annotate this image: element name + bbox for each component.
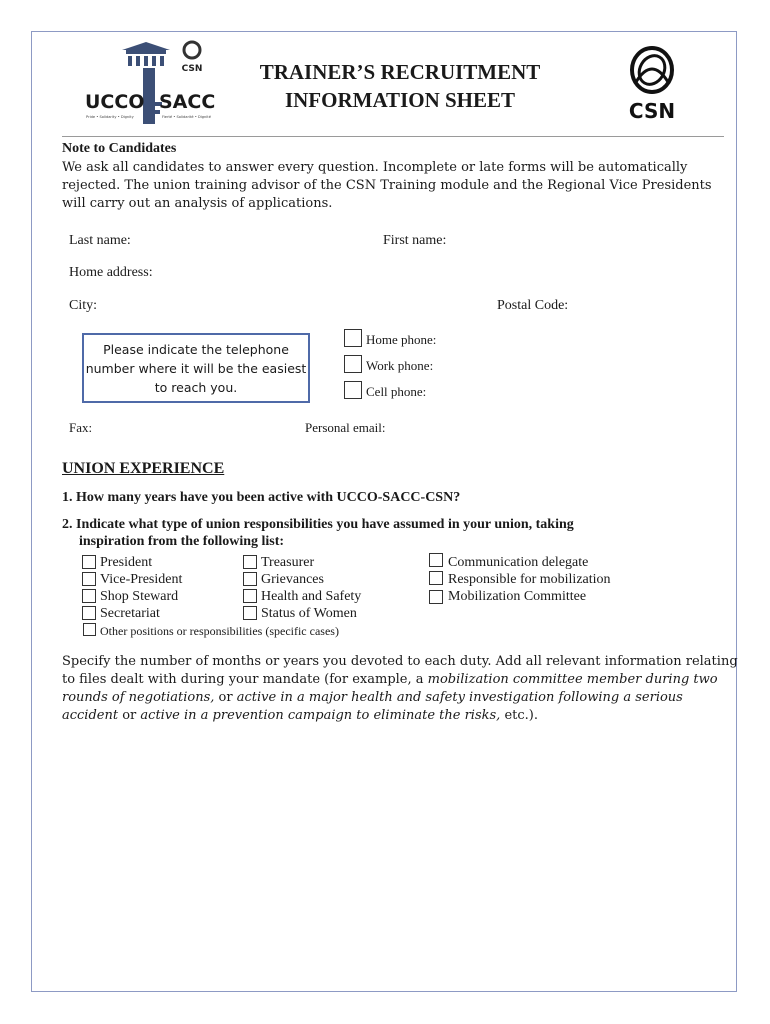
csn-logo — [622, 46, 682, 122]
postal-code-label: Postal Code: — [497, 298, 569, 313]
health-and-safety-checkbox[interactable] — [243, 589, 257, 603]
logo-ucco-text: UCCO — [85, 91, 145, 113]
last-name-label: Last name: — [69, 233, 131, 248]
work-phone-label: Work phone: — [366, 358, 434, 373]
note-body: We ask all candidates to answer every question. Incomplete or late forms will be automatically rejected. The union training advisor of the CSN Training module and the Regional Vice Presidents will carry out an analysis of applications. — [62, 160, 712, 211]
logo-tagline-right: Fierté • Solidarité • Dignité — [162, 115, 211, 119]
first-name-label: First name: — [383, 233, 447, 248]
mobilization-committee-label: Mobilization Committee — [448, 589, 587, 604]
communication-delegate-checkbox[interactable] — [429, 553, 443, 567]
home-phone-checkbox[interactable] — [344, 329, 362, 347]
csn-logo-text: CSN — [628, 99, 676, 122]
home-phone-label: Home phone: — [366, 332, 437, 347]
responsible-for-mobilization-label: Responsible for mobilization — [448, 572, 611, 587]
status-of-women-checkbox[interactable] — [243, 606, 257, 620]
communication-delegate-label: Communication delegate — [448, 555, 589, 570]
cell-phone-label: Cell phone: — [366, 384, 427, 399]
cell-phone-checkbox[interactable] — [344, 381, 362, 399]
secretariat-label: Secretariat — [100, 606, 160, 621]
health-and-safety-label: Health and Safety — [261, 589, 362, 604]
president-checkbox[interactable] — [82, 555, 96, 569]
shop-steward-checkbox[interactable] — [82, 589, 96, 603]
note-heading: Note to Candidates — [62, 141, 177, 156]
treasurer-checkbox[interactable] — [243, 555, 257, 569]
other-positions-label: Other positions or responsibilities (specific cases) — [100, 624, 339, 638]
question-2-line-2: inspiration from the following list: — [79, 534, 285, 549]
logo-tagline-left: Pride • Solidarity • Dignity — [86, 115, 134, 119]
other-positions-checkbox[interactable] — [83, 623, 96, 636]
mobilization-committee-checkbox[interactable] — [429, 590, 443, 604]
home-address-label: Home address: — [69, 265, 153, 280]
president-label: President — [100, 555, 153, 570]
status-of-women-label: Status of Women — [261, 606, 357, 621]
logo-sacc-text: SACC — [159, 91, 216, 113]
grievances-checkbox[interactable] — [243, 572, 257, 586]
city-label: City: — [69, 298, 98, 313]
union-experience-heading: UNION EXPERIENCE — [62, 460, 225, 477]
fax-label: Fax: — [69, 420, 93, 435]
title-line-2: INFORMATION SHEET — [284, 88, 516, 112]
phone-callout-box: Please indicate the telephone number where it will be the easiest to reach you. — [82, 333, 310, 403]
shop-steward-label: Shop Steward — [100, 589, 179, 604]
specify-italic-1: mobilization committee member during two rounds of negotiations, — [62, 672, 718, 705]
specify-italic-3: active in a prevention campaign to eliminate the risks, — [140, 708, 501, 723]
specify-italic-2: active in a major health and safety investigation following a serious accident — [62, 690, 683, 723]
specify-text-3: or — [118, 708, 141, 723]
personal-email-label: Personal email: — [305, 420, 386, 435]
treasurer-label: Treasurer — [261, 555, 315, 570]
logo-csn-badge-text: CSN — [181, 64, 203, 74]
secretariat-checkbox[interactable] — [82, 606, 96, 620]
question-1: 1. How many years have you been active with UCCO-SACC-CSN? — [62, 490, 461, 505]
specify-text-1: Specify the number of months or years you devoted to each duty. Add all relevant information relating to files dealt with during your mandate (for example, a — [62, 654, 738, 687]
question-2-line-1: 2. Indicate what type of union responsibilities you have assumed in your union, taking — [62, 517, 574, 532]
vice-president-label: Vice-President — [100, 572, 183, 587]
vice-president-checkbox[interactable] — [82, 572, 96, 586]
grievances-label: Grievances — [261, 572, 324, 587]
ucco-sacc-logo — [80, 40, 225, 128]
specify-text-2: or — [214, 690, 237, 705]
specify-text-4: etc.). — [500, 708, 538, 723]
document-title — [230, 58, 570, 114]
work-phone-checkbox[interactable] — [344, 355, 362, 373]
title-line-1: TRAINER’S RECRUITMENT — [259, 60, 541, 84]
specify-paragraph — [62, 653, 742, 725]
header-divider — [62, 136, 724, 137]
responsible-for-mobilization-checkbox[interactable] — [429, 571, 443, 585]
